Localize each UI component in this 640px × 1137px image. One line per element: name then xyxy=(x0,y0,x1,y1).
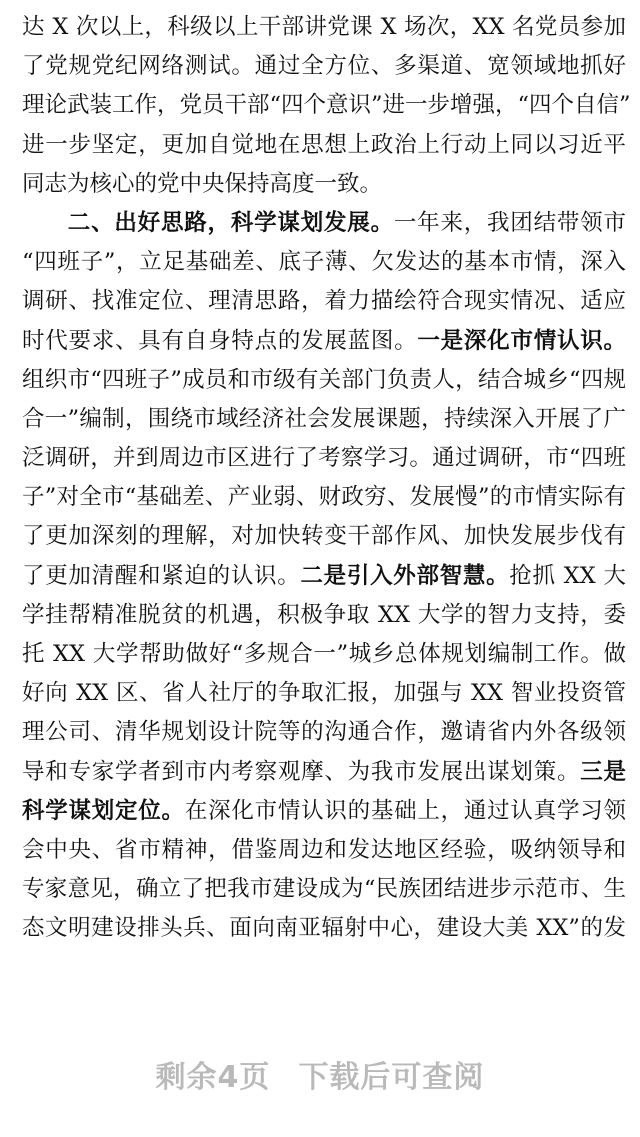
text-line: 理论武装工作，党员干部“四个意识”进一步增强，“四个自信” xyxy=(22,92,631,119)
text-line xyxy=(22,753,626,792)
text-line: 了党规党纪网络测试。通过全方位、多渠道、宽领域地抓好 xyxy=(22,53,626,80)
text-span: 在深化市情认识的基础上，通过认真学习领 xyxy=(184,797,626,824)
text-line xyxy=(22,322,626,361)
text-span: 了更加清醒和紧迫的认识。 xyxy=(22,562,301,589)
text-line: 子”对全市“基础差、产业弱、财政穷、发展慢”的市情实际有 xyxy=(22,484,626,511)
text-line: “四班子”，立足基础差、底子薄、欠发达的基本市情，深入 xyxy=(22,249,626,276)
text-line: 态文明建设排头兵、面向南亚辐射中心，建设大美 XX”的发 xyxy=(22,915,626,942)
text-line: 进一步坚定，更加自觉地在思想上政治上行动上同以习近平 xyxy=(22,131,626,158)
text-line: 组织市“四班子”成员和市级有关部门负责人，结合城乡“四规 xyxy=(22,366,626,393)
text-line: 泛调研，并到周边市区进行了考察学习。通过调研，市“四班 xyxy=(22,445,626,472)
text-line: 同志为核心的党中央保持高度一致。 xyxy=(22,170,383,197)
point-heading-3-end: 科学谋划定位。 xyxy=(22,797,185,824)
text-line: 了更加深刻的理解，对加快转变干部作风、加快发展步伐有 xyxy=(22,523,626,550)
text-line: 好向 XX 区、省人社厅的争取汇报，加强与 XX 智业投资管 xyxy=(22,680,626,707)
text-line: 托 XX 大学帮助做好“多规合一”城乡总体规划编制工作。做 xyxy=(22,641,626,667)
download-hint-label: 下载后可查阅 xyxy=(298,1060,485,1095)
point-heading-3-start: 三是 xyxy=(580,758,626,785)
text-line: 调研、找准定位、理清思路，着力描绘符合现实情况、适应 xyxy=(22,288,626,315)
remaining-pages-label: 剩余4页 xyxy=(155,1060,271,1095)
text-span: 时代要求、具有自身特点的发展蓝图。 xyxy=(22,327,418,354)
text-line: 达 X 次以上，科级以上干部讲党课 X 场次，XX 名党员参加 xyxy=(22,14,626,40)
text-line: 会中央、省市精神，借鉴周边和发达地区经验，吸纳领导和 xyxy=(22,836,626,863)
text-line xyxy=(22,792,626,831)
document-page xyxy=(22,8,631,949)
point-heading-1: 一是深化市情认识。 xyxy=(417,327,626,354)
section-heading: 二、出好思路，科学谋划发展。 xyxy=(67,209,394,236)
text-line: 理公司、清华规划设计院等的沟通合作，邀请省内外各级领 xyxy=(22,719,626,746)
text-line: 专家意见，确立了把我市建设成为“民族团结进步示范市、生 xyxy=(22,876,626,903)
text-line xyxy=(22,557,626,596)
text-line: 合一”编制，围绕市域经济社会发展课题，持续深入开展了广 xyxy=(22,405,626,432)
text-span: 导和专家学者到市内考察观摩、为我市发展出谋划策。 xyxy=(22,758,581,785)
point-heading-2: 二是引入外部智慧。 xyxy=(300,562,510,589)
text-line: 学挂帮精准脱贫的机遇，积极争取 XX 大学的智力支持，委 xyxy=(22,601,626,628)
download-prompt[interactable] xyxy=(0,1052,640,1096)
text-line xyxy=(22,204,626,243)
text-span: 抢抓 XX 大 xyxy=(509,562,626,589)
text-span: 一年来，我团结带领市 xyxy=(393,209,626,236)
